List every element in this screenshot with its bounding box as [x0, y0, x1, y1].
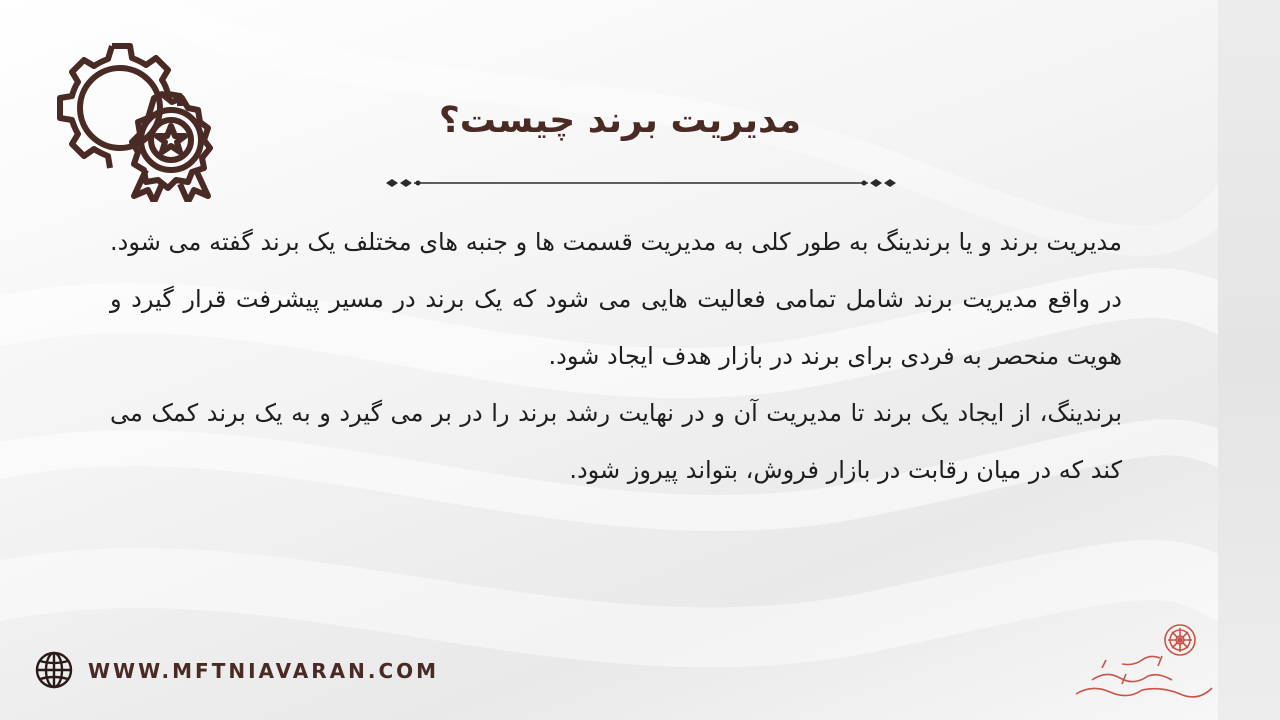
website-link[interactable]: WWW.MFTNIAVARAN.COM [88, 659, 440, 683]
title-divider [384, 174, 898, 192]
right-edge-strip [1218, 0, 1280, 720]
paragraph-2: برندینگ، از ایجاد یک برند تا مدیریت آن و در نهایت رشد برند را در بر می گیرد و به یک برند کمک می کند که در میان رقابت در بازار فروش، بتواند پیروز شود. [110, 399, 1122, 484]
globe-icon [34, 650, 74, 690]
mftniavaran-logo [1062, 620, 1218, 700]
body-text [110, 214, 1122, 499]
gear-award-badge-icon [50, 36, 224, 202]
paragraph-1: مدیریت برند و یا برندینگ به طور کلی به مدیریت قسمت ها و جنبه های مختلف یک برند گفته می شود. در واقع مدیریت برند شامل تمامی فعالیت هایی می شود که یک برند در مسیر پیشرفت قرار گیرد و هویت منحصر به فردی برای برند در بازار هدف ایجاد شود. [110, 228, 1122, 370]
page-title: مدیریت برند چیست؟ [438, 100, 802, 141]
